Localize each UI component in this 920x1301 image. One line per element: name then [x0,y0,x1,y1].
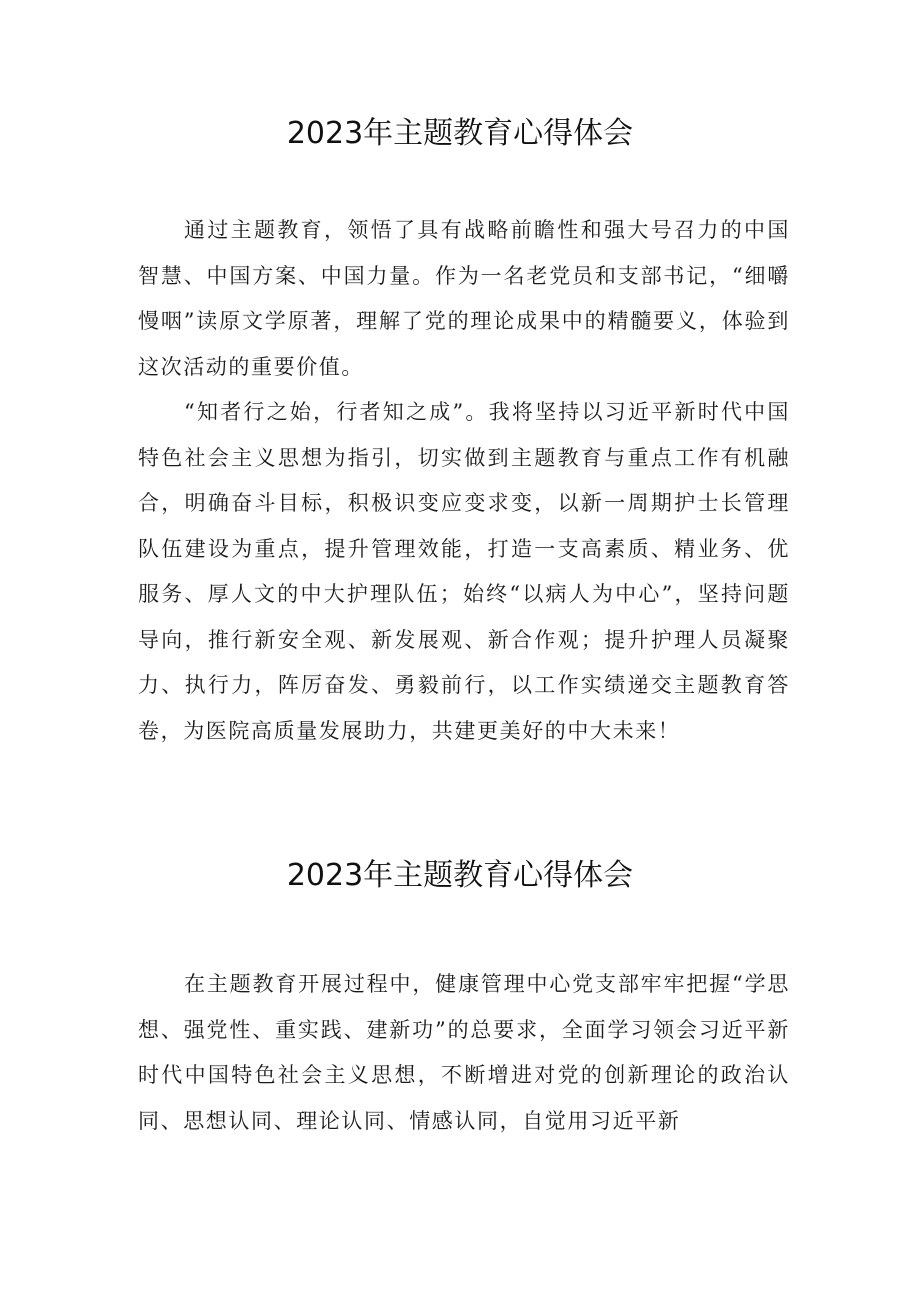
paragraph: “知者行之始，行者知之成”。我将坚持以习近平新时代中国特色社会主义思想为指引，切实做到主题教育与重点工作有机融合，明确奋斗目标，积极识变应变求变，以新一周期护士长管理队伍建设为重点，提升管理效能，打造一支高素质、精业务、优服务、厚人文的中大护理队伍；始终“以病人为中心”，坚持问题导向，推行新安全观、新发展观、新合作观；提升护理人员凝聚力、执行力，阵厉奋发、勇毅前行，以工作实绩递交主题教育答卷，为医院高质量发展助力，共建更美好的中大未来！ [138,400,790,743]
paragraph: 通过主题教育，领悟了具有战略前瞻性和强大号召力的中国智慧、中国方案、中国力量。作为一名老党员和支部书记，“细嚼慢咽”读原文学原著，理解了党的理论成果中的精髓要义，体验到这次活动的重要价值。 [138,218,790,379]
section-body [138,962,790,1144]
paragraph: 在主题教育开展过程中，健康管理中心党支部牢牢把握“学思想、强党性、重实践、建新功”的总要求，全面学习领会习近平新时代中国特色社会主义思想，不断增进对党的创新理论的政治认同、思想认同、理论认同、情感认同，自觉用习近平新 [138,972,790,1133]
section-title: 2023年主题教育心得体会 [286,858,634,893]
section-body [138,208,790,754]
section-title: 2023年主题教育心得体会 [286,116,634,151]
